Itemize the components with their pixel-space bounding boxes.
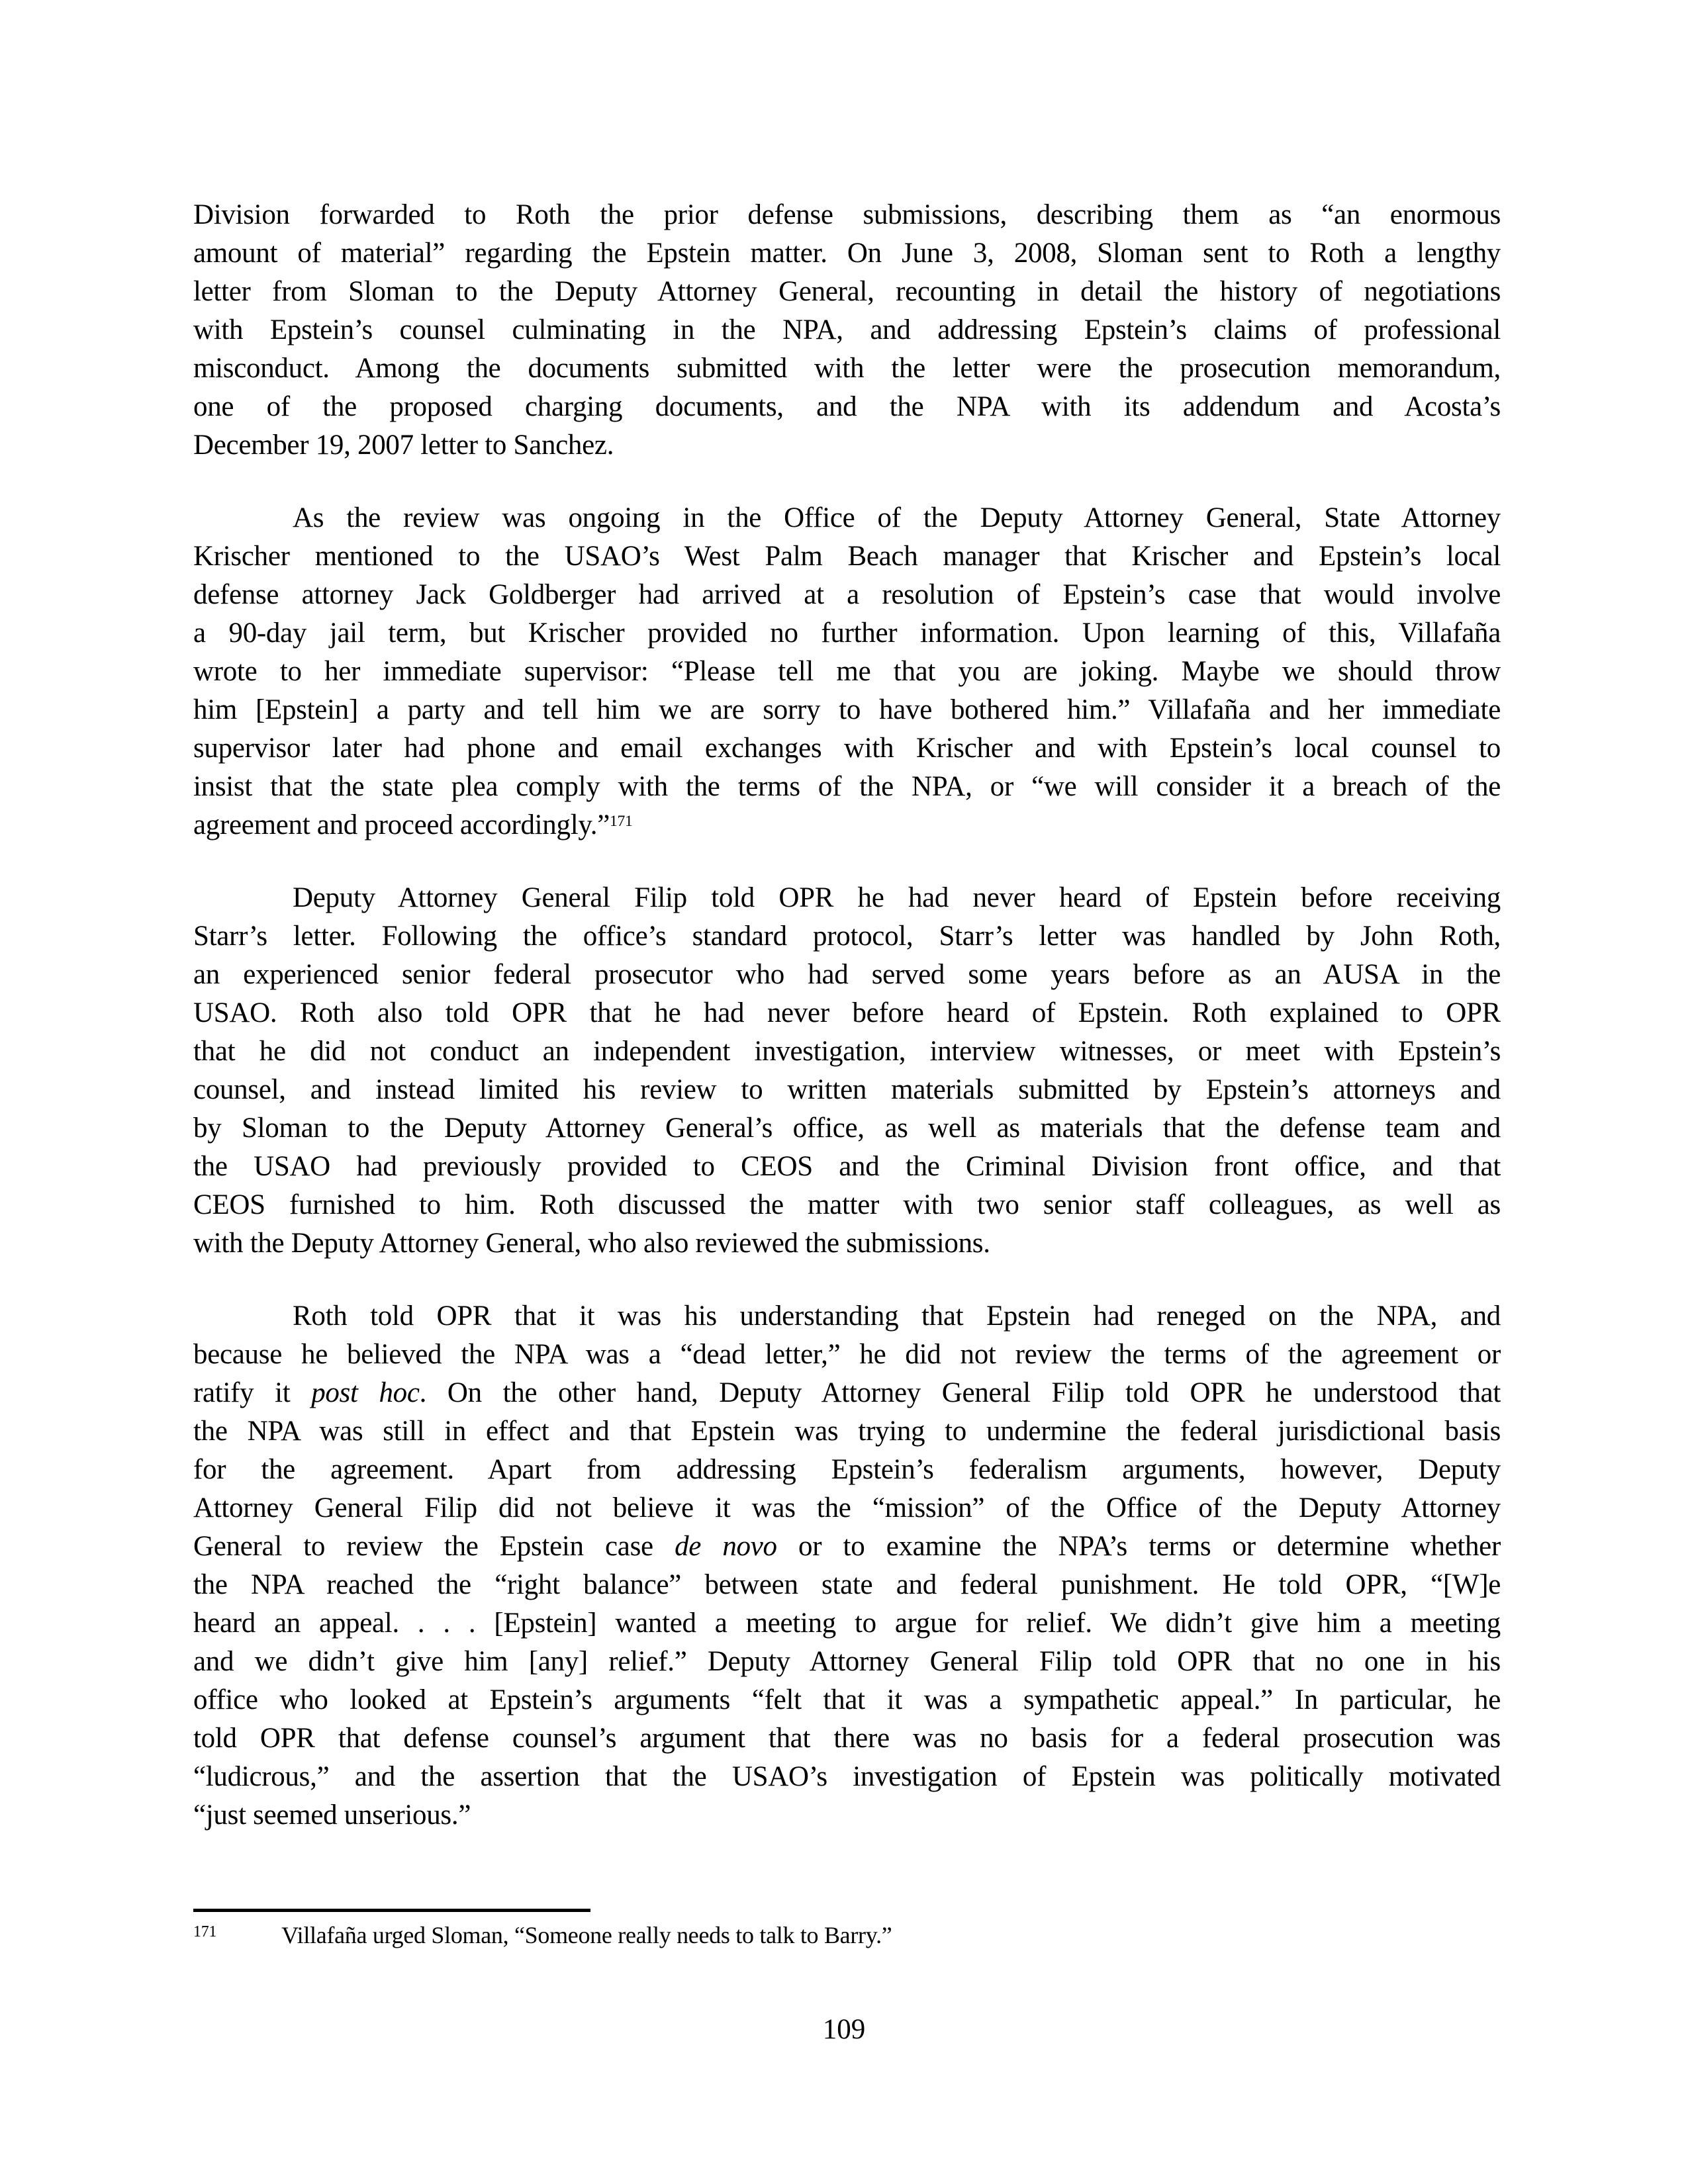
text-line: the USAO had previously provided to CEOS and the Criminal Division front office, and that bbox=[193, 1151, 1501, 1182]
text-line: Deputy Attorney General Filip told OPR he had never heard of Epstein before receiving bbox=[293, 882, 1501, 913]
text-line: General to review the Epstein case de novo or to examine the NPA’s terms or determine whether bbox=[193, 1531, 1501, 1562]
footnote-number: 171 bbox=[193, 1923, 217, 1941]
text-line: that he did not conduct an independent investigation, interview witnesses, or meet with Epstein’s bbox=[193, 1036, 1501, 1067]
text-line: a 90-day jail term, but Krischer provided no further information. Upon learning of this, Villafaña bbox=[193, 617, 1501, 649]
footnote-text: Villafaña urged Sloman, “Someone really needs to talk to Barry.” bbox=[281, 1922, 892, 1948]
text-line: agreement and proceed accordingly.”$^{171}$ bbox=[193, 809, 633, 841]
text-line: the NPA reached the “right balance” between state and federal punishment. He told OPR, “[W]e bbox=[193, 1569, 1501, 1600]
text-line: “ludicrous,” and the assertion that the USAO’s investigation of Epstein was politically motivated bbox=[193, 1761, 1501, 1792]
text-line: defense attorney Jack Goldberger had arrived at a resolution of Epstein’s case that would involve bbox=[193, 579, 1501, 610]
text-line: by Sloman to the Deputy Attorney General’s office, as well as materials that the defense team and bbox=[193, 1113, 1501, 1144]
footnote bbox=[193, 1919, 1501, 1952]
text-line: letter from Sloman to the Deputy Attorney General, recounting in detail the history of negotiations bbox=[193, 276, 1501, 307]
text-line: amount of material” regarding the Epstein matter. On June 3, 2008, Sloman sent to Roth a lengthy bbox=[193, 238, 1501, 269]
text-line: ratify it post hoc. On the other hand, Deputy Attorney General Filip told OPR he understood that bbox=[193, 1377, 1501, 1408]
text-line: counsel, and instead limited his review to written materials submitted by Epstein’s attorneys and bbox=[193, 1074, 1501, 1105]
text-line: heard an appeal. . . . [Epstein] wanted a meeting to argue for relief. We didn’t give him a meeting bbox=[193, 1608, 1501, 1639]
text-line: Krischer mentioned to the USAO’s West Palm Beach manager that Krischer and Epstein’s local bbox=[193, 541, 1501, 572]
text-line: “just seemed unserious.” bbox=[193, 1799, 471, 1831]
text-line: an experienced senior federal prosecutor who had served some years before as an AUSA in the bbox=[193, 959, 1501, 990]
paragraph bbox=[193, 196, 1501, 465]
text-line: CEOS furnished to him. Roth discussed the matter with two senior staff colleagues, as well as bbox=[193, 1189, 1501, 1220]
footnote-reference: 171 bbox=[609, 813, 633, 831]
text-line: with Epstein’s counsel culminating in the NPA, and addressing Epstein’s claims of professional bbox=[193, 314, 1501, 345]
text-line: insist that the state plea comply with the terms of the NPA, or “we will consider it a breach of the bbox=[193, 771, 1501, 802]
footnote-separator-rule bbox=[193, 1909, 590, 1912]
text-line: for the agreement. Apart from addressing Epstein’s federalism arguments, however, Deputy bbox=[193, 1454, 1501, 1485]
text-line: told OPR that defense counsel’s argument that there was no basis for a federal prosecution was bbox=[193, 1723, 1501, 1754]
text-line: Attorney General Filip did not believe it was the “mission” of the Office of the Deputy Attorney bbox=[193, 1492, 1501, 1524]
text-line: Roth told OPR that it was his understanding that Epstein had reneged on the NPA, and bbox=[293, 1300, 1501, 1332]
text-line: USAO. Roth also told OPR that he had never before heard of Epstein. Roth explained to OPR bbox=[193, 997, 1501, 1028]
text-line: office who looked at Epstein’s arguments “felt that it was a sympathetic appeal.” In particular, he bbox=[193, 1684, 1501, 1715]
paragraph bbox=[193, 879, 1501, 1263]
text-line: because he believed the NPA was a “dead letter,” he did not review the terms of the agreement or bbox=[193, 1339, 1501, 1370]
text-line: Starr’s letter. Following the office’s standard protocol, Starr’s letter was handled by John Roth, bbox=[193, 921, 1501, 952]
text-line: supervisor later had phone and email exchanges with Krischer and with Epstein’s local counsel to bbox=[193, 733, 1501, 764]
paragraph bbox=[193, 1297, 1501, 1835]
text-line: December 19, 2007 letter to Sanchez. bbox=[193, 430, 614, 461]
page-number: 109 bbox=[822, 2014, 866, 2045]
text-line: and we didn’t give him [any] relief.” Deputy Attorney General Filip told OPR that no one in his bbox=[193, 1646, 1501, 1677]
text-line: the NPA was still in effect and that Epstein was trying to undermine the federal jurisdictional basis bbox=[193, 1416, 1501, 1447]
body-text bbox=[193, 196, 1501, 1835]
text-line: As the review was ongoing in the Office of the Deputy Attorney General, State Attorney bbox=[293, 502, 1501, 533]
text-line: misconduct. Among the documents submitted with the letter were the prosecution memorandum, bbox=[193, 353, 1501, 384]
paragraph bbox=[193, 499, 1501, 844]
text-line: with the Deputy Attorney General, who also reviewed the submissions. bbox=[193, 1228, 990, 1259]
text-line: him [Epstein] a party and tell him we are sorry to have bothered him.” Villafaña and her immediate bbox=[193, 694, 1501, 725]
text-line: Division forwarded to Roth the prior defense submissions, describing them as “an enormous bbox=[193, 199, 1501, 230]
text-line: wrote to her immediate supervisor: “Please tell me that you are joking. Maybe we should throw bbox=[193, 656, 1501, 687]
text-line: one of the proposed charging documents, and the NPA with its addendum and Acosta’s bbox=[193, 391, 1501, 422]
